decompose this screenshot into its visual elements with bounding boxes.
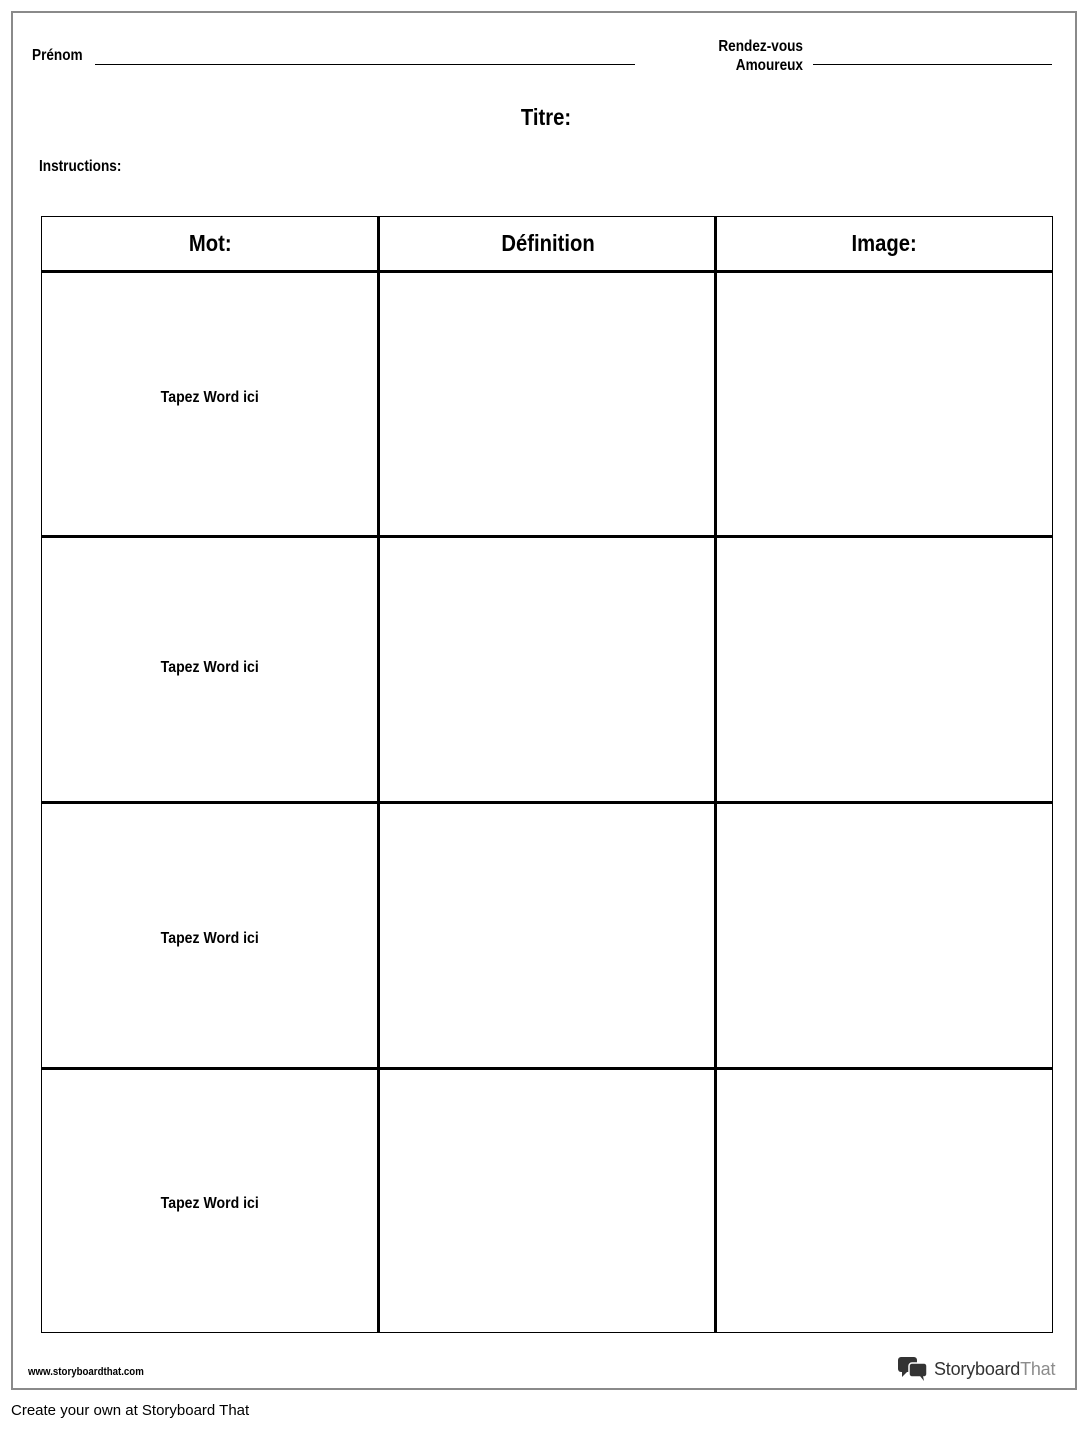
site-url: www.storyboardthat.com: [28, 1366, 144, 1378]
logo-text: StoryboardThat: [934, 1358, 1056, 1379]
title-label: Titre:: [520, 104, 572, 130]
column-header-word: Mot:: [188, 230, 232, 256]
column-header-image: Image:: [851, 230, 918, 256]
word-cell[interactable]: Tapez Word ici: [160, 1195, 260, 1212]
vocabulary-table: [41, 216, 1053, 1333]
name-field-line[interactable]: [95, 64, 635, 65]
date-field-line[interactable]: [813, 64, 1052, 65]
name-label: Prénom: [32, 47, 83, 64]
storyboardthat-logo: [897, 1355, 1055, 1383]
word-cell[interactable]: Tapez Word ici: [160, 930, 260, 947]
word-cell[interactable]: Tapez Word ici: [160, 659, 260, 676]
worksheet-page: [11, 11, 1077, 1390]
date-label: [701, 37, 803, 75]
instructions-label: Instructions:: [39, 158, 122, 175]
column-divider: [714, 217, 717, 1332]
date-label-line2: Amoureux: [735, 57, 803, 74]
create-your-own-link[interactable]: Create your own at Storyboard That: [11, 1402, 250, 1419]
speech-bubbles-icon: [897, 1355, 929, 1383]
word-cell[interactable]: Tapez Word ici: [160, 388, 260, 406]
date-label-line1: Rendez-vous: [718, 38, 803, 55]
column-header-definition: Définition: [501, 230, 595, 256]
